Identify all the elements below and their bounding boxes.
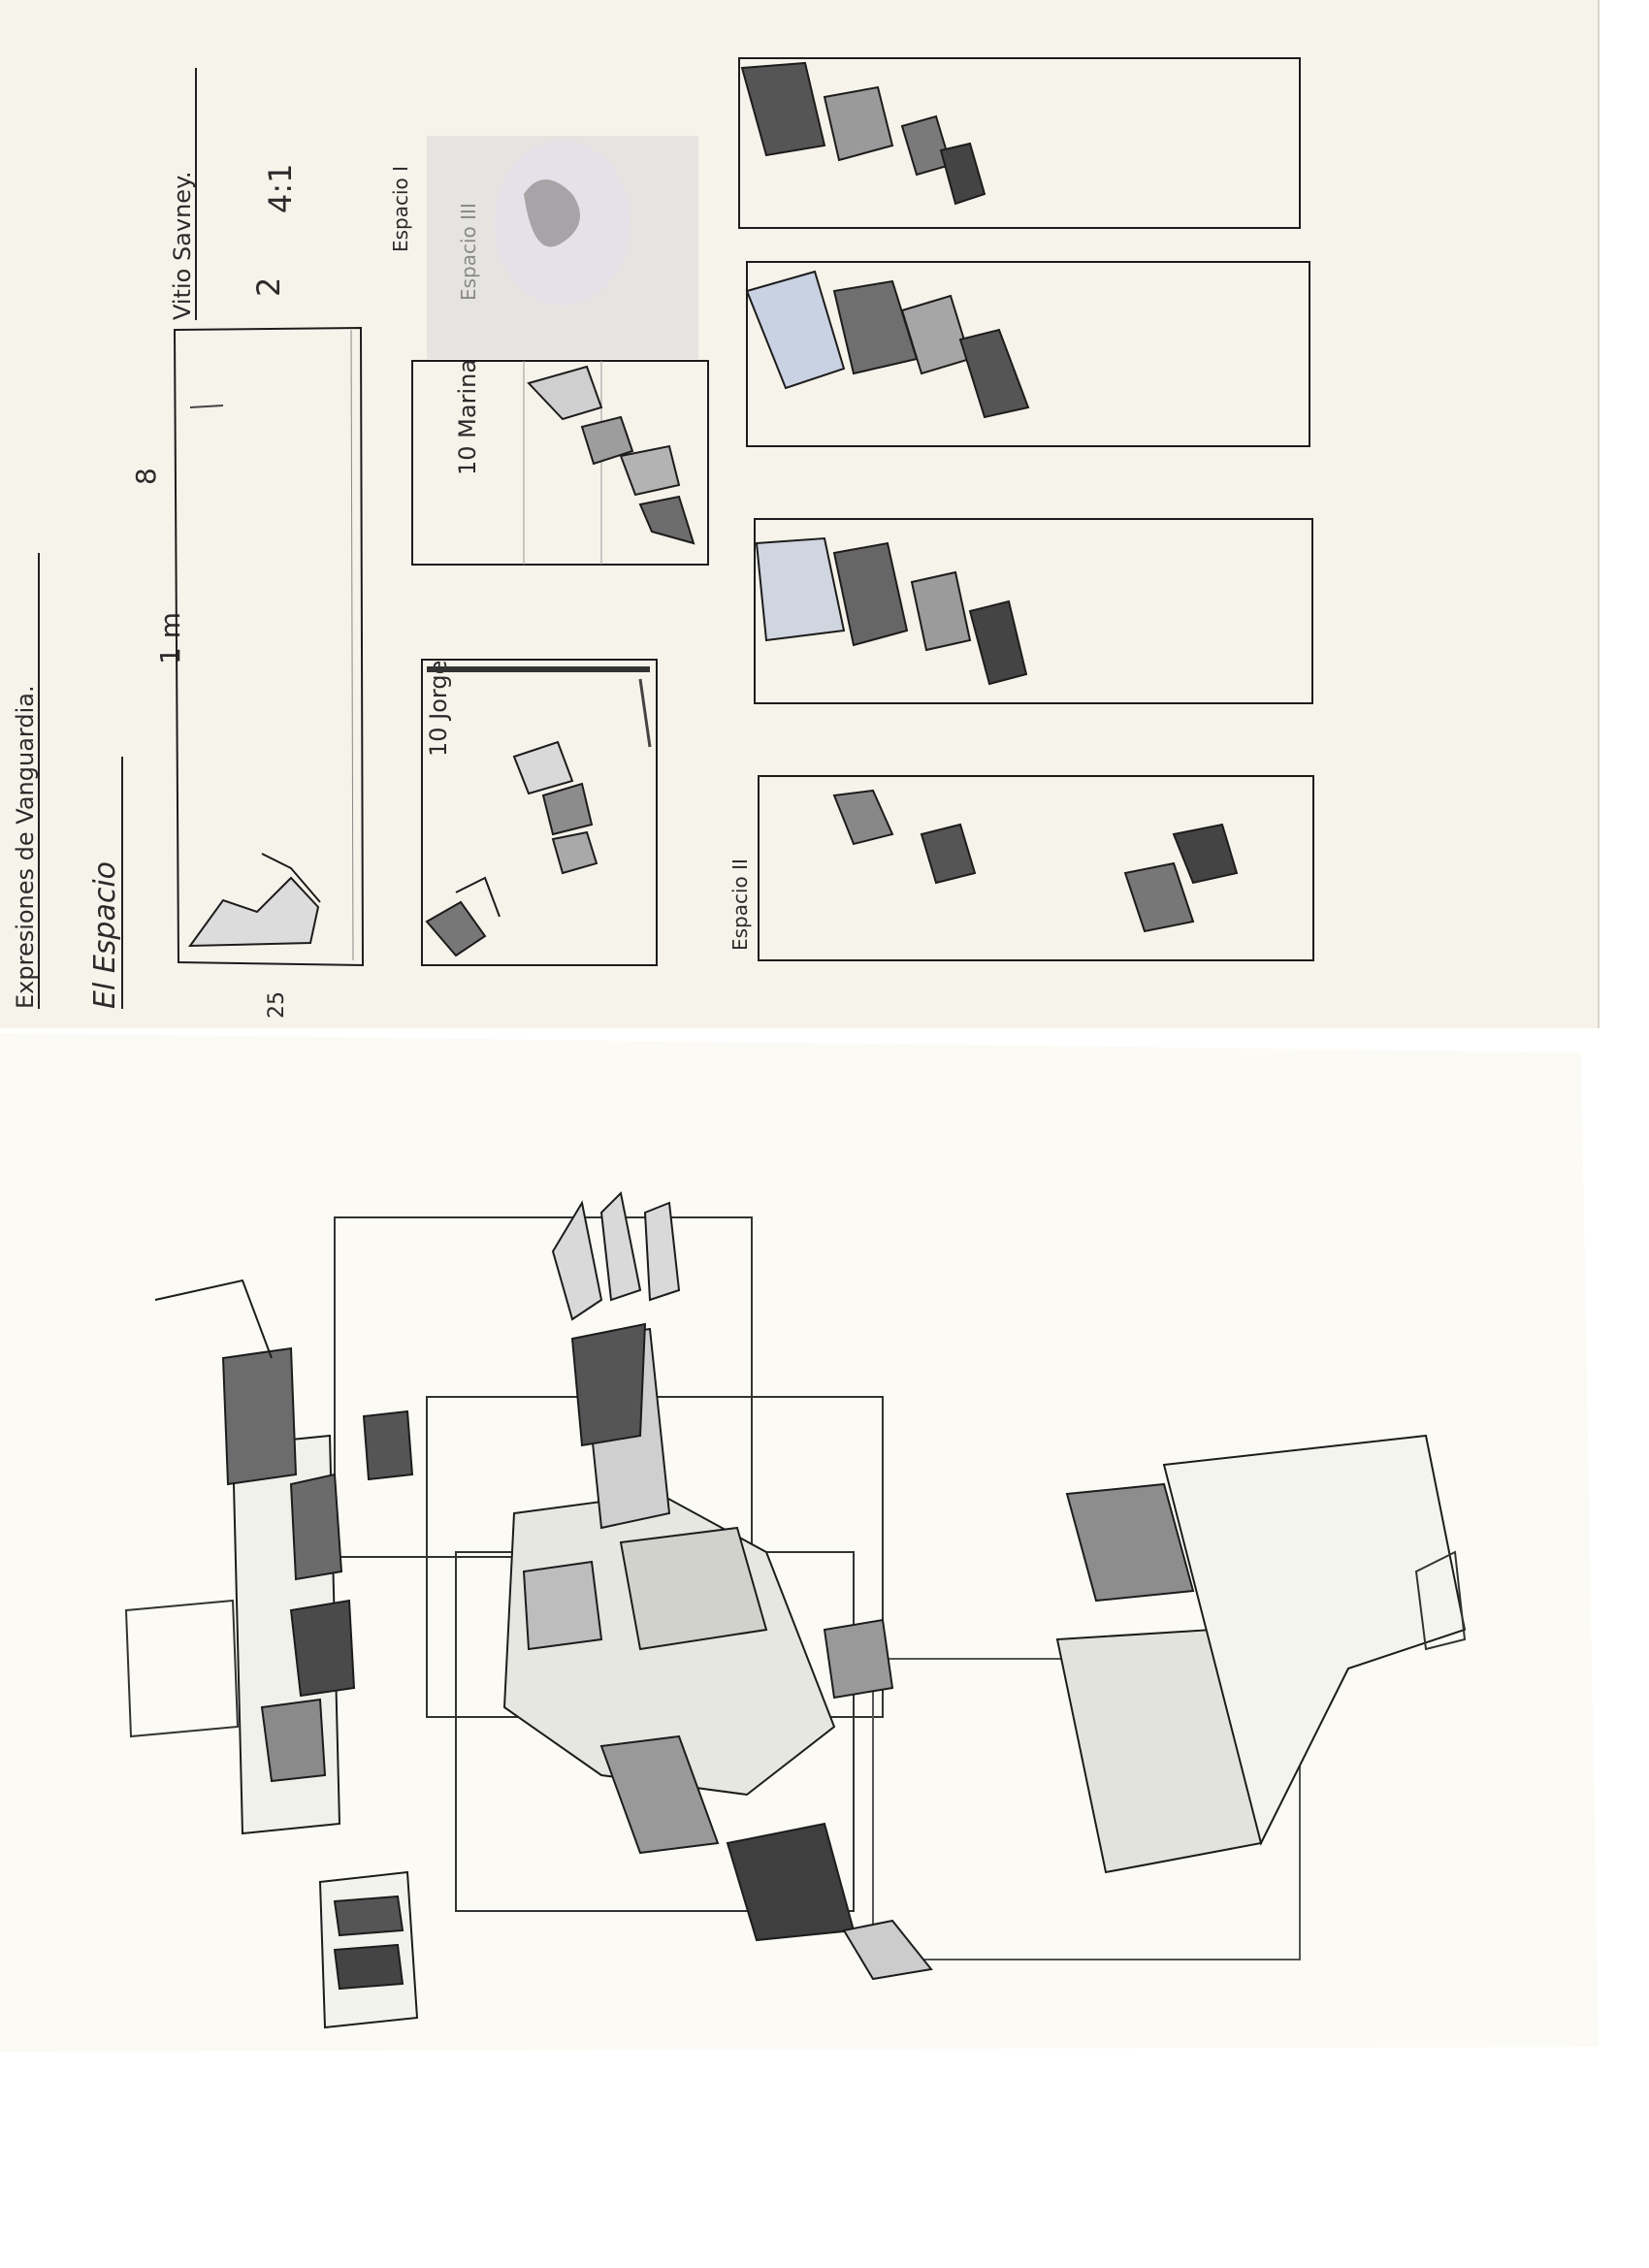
note-espacio-2: Espacio II [728,859,752,951]
top-sheet [0,0,1599,1028]
measure-count: 8 [130,468,162,485]
note-marina: 10 Marina [454,358,481,475]
measure-length: 1 m [154,612,186,664]
sheet-title: Expresiones de Vanguardia. [12,685,39,1009]
top-sheet-paper [0,0,1599,1028]
sheet-heading: El Espacio [88,860,122,1009]
author-name: Vitio Savney. [169,171,196,320]
ratio-number: 2 [250,276,287,297]
page-number: 25 [265,991,289,1019]
pencil-shading [427,136,698,359]
bottom-sheet [0,1033,1599,2052]
note-jorge: 10 Jorge [425,660,452,757]
ratio: 4:1 [262,163,299,213]
note-espacio-1: Espacio I [389,165,412,252]
